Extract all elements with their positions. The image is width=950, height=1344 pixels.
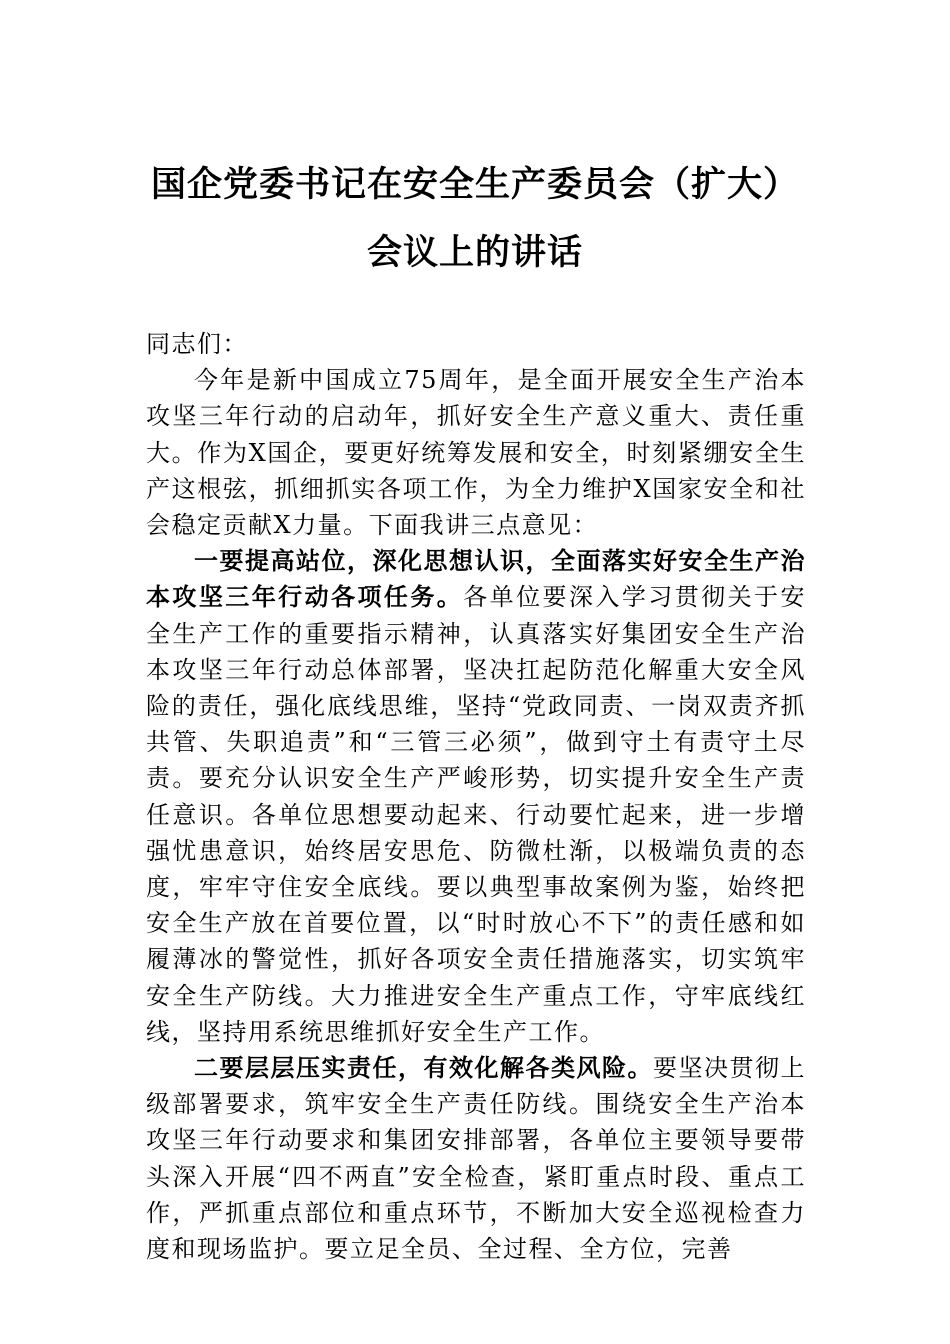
point-1-heading: 一要提高站位，深化思想认识，全面落实好安全生产治本攻坚三年行动各项任务。	[146, 546, 806, 612]
salutation: 同志们：	[146, 330, 248, 358]
point-2-body: 要坚决贯彻上级部署要求，筑牢安全生产责任防线。围绕安全生产治本攻坚三年行动要求和集团安排部署，各单位主要领导要带头深入开展“四不两直”安全检查，紧盯重点时段、重点工作，严抓重点部位和重点环节，不断加大安全巡视检查力度和现场监护。要立足全员、全过程、全方位，完善	[146, 1054, 806, 1264]
intro-paragraph: 今年是新中国成立75周年，是全面开展安全生产治本攻坚三年行动的启动年，抓好安全生产意义重大、责任重大。作为X国企，要更好统筹发展和安全，时刻紧绷安全生产这根弦，抓细抓实各项工作，为全力维护X国家安全和社会稳定贡献X力量。下面我讲三点意见：	[146, 366, 806, 540]
point-2-paragraph	[146, 1050, 806, 1267]
document-title-line-1: 国企党委书记在安全生产委员会（扩大）	[150, 164, 799, 205]
document-body	[146, 326, 806, 1267]
point-1-paragraph	[146, 543, 806, 1050]
point-1-body: 各单位要深入学习贯彻关于安全生产工作的重要指示精神，认真落实好集团安全生产治本攻坚三年行动总体部署，坚决扛起防范化解重大安全风险的责任，强化底线思维，坚持“党政同责、一岗双责齐抓共管、失职追责”和“三管三必须”，做到守土有责守土尽责。要充分认识安全生产严峻形势，切实提升安全生产责任意识。各单位思想要动起来、行动要忙起来，进一步增强忧患意识，始终居安思危、防微杜渐，以极端负责的态度，牢牢守住安全底线。要以典型事故案例为鉴，始终把安全生产放在首要位置，以“时时放心不下”的责任感和如履薄冰的警觉性，抓好各项安全责任措施落实，切实筑牢安全生产防线。大力推进安全生产重点工作，守牢底线红线，坚持用系统思维抓好安全生产工作。	[146, 583, 806, 1046]
document-title-line-2: 会议上的讲话	[366, 232, 583, 273]
point-2-heading: 二要层层压实责任，有效化解各类风险。	[194, 1053, 653, 1083]
